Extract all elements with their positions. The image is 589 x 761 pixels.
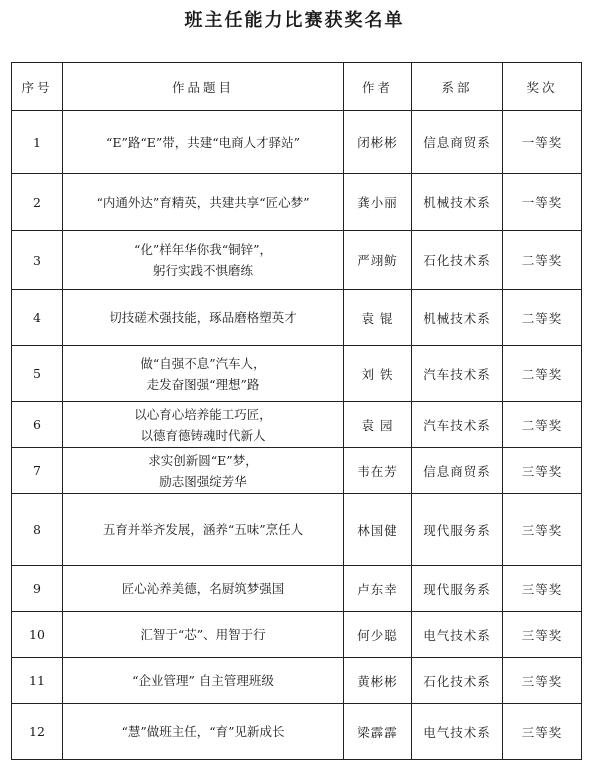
table-row xyxy=(12,402,582,448)
table-row xyxy=(12,658,582,704)
row-department: 汽车技术系 xyxy=(412,346,503,402)
document-title: 班主任能力比赛获奖名单 xyxy=(184,10,405,31)
row-author: 何少聪 xyxy=(344,612,412,658)
row-work-title xyxy=(63,174,344,231)
work-title-line: “E”路“E”带，共建“电商人才驿站” xyxy=(105,134,301,150)
row-department: 信息商贸系 xyxy=(412,111,503,174)
awards-table xyxy=(11,62,582,760)
row-work-title xyxy=(63,704,344,760)
row-index: 1 xyxy=(12,111,63,174)
row-award: 三等奖 xyxy=(503,704,582,760)
table-row xyxy=(12,111,582,174)
row-work-title xyxy=(63,566,344,612)
row-award: 三等奖 xyxy=(503,658,582,704)
row-award: 三等奖 xyxy=(503,612,582,658)
row-work-title xyxy=(63,111,344,174)
row-index: 2 xyxy=(12,174,63,231)
row-department: 石化技术系 xyxy=(412,658,503,704)
row-author: 龚小丽 xyxy=(344,174,412,231)
work-title-line: “内通外达”育精英，共建共享“匠心梦” xyxy=(96,194,310,210)
row-department: 现代服务系 xyxy=(412,566,503,612)
row-award: 一等奖 xyxy=(503,174,582,231)
work-title-line: “企业管理” 自主管理班级 xyxy=(132,673,274,688)
work-title-line: “化”样年华你我“铜锌”， xyxy=(133,242,273,257)
header-dept: 系部 xyxy=(412,63,503,111)
work-title-line: 匠心沁养美德，名厨筑梦强国 xyxy=(121,581,285,596)
work-title-line: 走发奋图强“理想”路 xyxy=(146,376,260,392)
row-index: 6 xyxy=(12,402,63,448)
row-index: 9 xyxy=(12,566,63,612)
row-author: 梁霹霹 xyxy=(344,704,412,760)
row-index: 4 xyxy=(12,290,63,346)
row-author: 闭彬彬 xyxy=(344,111,412,174)
table-row xyxy=(12,231,582,290)
row-author: 林国健 xyxy=(344,494,412,566)
row-author: 卢东幸 xyxy=(344,566,412,612)
table-row xyxy=(12,174,582,231)
row-department: 机械技术系 xyxy=(412,290,503,346)
row-department: 现代服务系 xyxy=(412,494,503,566)
row-author: 袁 园 xyxy=(344,402,412,448)
header-author: 作者 xyxy=(344,63,412,111)
row-award: 一等奖 xyxy=(503,111,582,174)
work-title-line: 求实创新圆“E”梦， xyxy=(148,452,258,468)
table-body xyxy=(12,111,582,760)
row-award: 二等奖 xyxy=(503,290,582,346)
row-work-title xyxy=(63,346,344,402)
row-index: 11 xyxy=(12,658,63,704)
work-title-line: 以德育德铸魂时代新人 xyxy=(140,427,266,443)
row-index: 7 xyxy=(12,448,63,494)
row-work-title xyxy=(63,612,344,658)
table-row xyxy=(12,566,582,612)
row-index: 8 xyxy=(12,494,63,566)
row-department: 机械技术系 xyxy=(412,174,503,231)
row-work-title xyxy=(63,231,344,290)
row-index: 5 xyxy=(12,346,63,402)
work-title-line: 五育并举齐发展，涵养“五味”烹任人 xyxy=(102,522,304,537)
work-title-line: 励志图强绽芳华 xyxy=(159,473,247,489)
row-index: 10 xyxy=(12,612,63,658)
row-work-title xyxy=(63,658,344,704)
row-department: 信息商贸系 xyxy=(412,448,503,494)
table-row xyxy=(12,448,582,494)
work-title-line: 做“自强不息”汽车人， xyxy=(140,355,266,371)
work-title-line: 汇智于“芯”、用智于行 xyxy=(140,627,266,642)
row-author: 刘 铁 xyxy=(344,346,412,402)
row-author: 韦在芳 xyxy=(344,448,412,494)
row-award: 二等奖 xyxy=(503,402,582,448)
row-award: 二等奖 xyxy=(503,346,582,402)
row-department: 汽车技术系 xyxy=(412,402,503,448)
row-award: 二等奖 xyxy=(503,231,582,290)
header-award: 奖次 xyxy=(503,63,582,111)
row-award: 三等奖 xyxy=(503,494,582,566)
table-row xyxy=(12,290,582,346)
table-row xyxy=(12,704,582,760)
row-award: 三等奖 xyxy=(503,448,582,494)
header-index: 序号 xyxy=(12,63,63,111)
row-index: 3 xyxy=(12,231,63,290)
row-award: 三等奖 xyxy=(503,566,582,612)
row-department: 石化技术系 xyxy=(412,231,503,290)
table-row xyxy=(12,346,582,402)
row-department: 电气技术系 xyxy=(412,704,503,760)
table-row xyxy=(12,612,582,658)
row-work-title xyxy=(63,290,344,346)
row-work-title xyxy=(63,448,344,494)
work-title-line: 以心育心培养能工巧匠， xyxy=(134,406,272,422)
row-author: 袁 锟 xyxy=(344,290,412,346)
work-title-line: 躬行实践不惧磨练 xyxy=(152,263,253,278)
row-work-title xyxy=(63,402,344,448)
row-work-title xyxy=(63,494,344,566)
work-title-line: 切技磋术强技能，琢品磨格塑英才 xyxy=(109,310,297,325)
table-row xyxy=(12,494,582,566)
work-title-line: “慧”做班主任，“育”见新成长 xyxy=(121,724,285,739)
header-work: 作品题目 xyxy=(63,63,344,111)
row-author: 严翊鲂 xyxy=(344,231,412,290)
header-row xyxy=(12,63,582,111)
row-department: 电气技术系 xyxy=(412,612,503,658)
row-author: 黄彬彬 xyxy=(344,658,412,704)
row-index: 12 xyxy=(12,704,63,760)
